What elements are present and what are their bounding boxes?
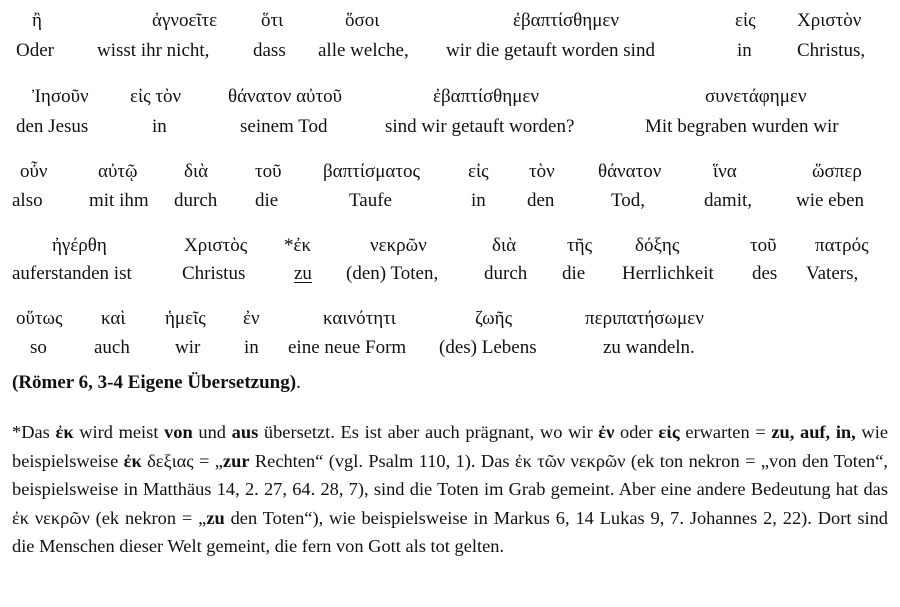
greek-word: ἠγέρθη <box>52 235 107 256</box>
source-caption-text: (Römer 6, 3-4 Eigene Übersetzung) <box>12 372 297 393</box>
footnote-paragraph <box>12 418 888 561</box>
german-word: dass <box>253 40 286 61</box>
greek-word: *ἐκ <box>284 235 312 256</box>
note-text: δεξιας = „ <box>141 450 223 471</box>
greek-word: νεκρῶν <box>370 235 427 256</box>
german-word: den <box>527 190 555 211</box>
greek-word: οὖν <box>20 161 48 182</box>
greek-word: θάνατον αὐτοῦ <box>228 86 342 107</box>
greek-word: τοῦ <box>255 161 282 182</box>
german-word: Vaters, <box>806 263 859 284</box>
greek-word: αὐτῷ <box>98 161 138 182</box>
greek-word: οὕτως <box>16 308 63 329</box>
german-word: damit, <box>704 190 753 211</box>
greek-word: θάνατον <box>598 161 662 182</box>
german-word: durch <box>484 263 528 284</box>
note-bold: εἰς <box>658 422 680 442</box>
greek-word: τῆς <box>567 235 593 256</box>
german-word: (den) Toten, <box>346 263 439 284</box>
greek-word: Χριστὸς <box>184 235 248 256</box>
greek-word: καινότητι <box>323 308 396 329</box>
greek-word: ἢ <box>32 10 42 31</box>
german-word: (des) Lebens <box>439 337 537 358</box>
german-word: wir <box>175 337 201 358</box>
german-word: Taufe <box>349 190 392 211</box>
german-word: in <box>471 190 486 211</box>
german-word: wisst ihr nicht, <box>97 40 210 61</box>
german-word: auferstanden ist <box>12 263 132 284</box>
greek-word: καὶ <box>101 308 126 329</box>
greek-word: ὥσπερ <box>812 161 862 182</box>
german-word: die <box>255 190 279 211</box>
note-bold: ἐκ <box>55 422 74 442</box>
german-word: Christus <box>182 263 246 284</box>
german-word: Christus, <box>797 40 866 61</box>
greek-word: βαπτίσματος <box>323 161 421 182</box>
greek-word: ὅσοι <box>345 10 380 31</box>
note-text: erwarten = <box>679 422 772 442</box>
note-text: *Das <box>12 422 56 442</box>
note-bold: ἐν <box>598 422 615 442</box>
german-word-underlined: zu <box>294 263 312 284</box>
note-text: wie beispielsweise <box>12 422 888 471</box>
note-bold: ἐκ <box>123 450 142 471</box>
greek-word: τοῦ <box>750 235 777 256</box>
german-word: seinem Tod <box>240 116 328 137</box>
german-word: in <box>244 337 259 358</box>
german-word: mit ihm <box>89 190 149 211</box>
german-word: in <box>152 116 167 137</box>
note-text: Rechten“ (vgl. Psalm 110, 1). Das ἐκ τῶν νεκρῶν (ek ton nekron = „von den Toten“, beispielsweise in Matthäus 14, 2. 27, 64. 28, 7), sind die Toten im Grab gemeint. Aber eine andere Bedeutung hat das ἐκ νεκρῶν (ek nekron = „ <box>12 450 888 528</box>
german-word: auch <box>94 337 130 358</box>
greek-word: ἀγνοεῖτε <box>152 10 218 31</box>
german-word: Herrlichkeit <box>622 263 714 284</box>
german-word: alle welche, <box>318 40 409 61</box>
note-text: übersetzt. Es ist aber auch prägnant, wo wir <box>258 422 599 442</box>
note-bold: aus <box>231 422 259 442</box>
note-text: oder <box>614 422 659 442</box>
note-text: den Toten“), wie beispielsweise in Markus 6, 14 Lukas 9, 7. Johannes 2, 22). Dort sind die Menschen dieser Welt gemeint, die fern von Gott als tot gelten. <box>12 507 888 556</box>
german-word: zu wandeln. <box>603 337 695 358</box>
note-text: wird meist <box>73 422 165 442</box>
greek-word: ἵνα <box>713 161 737 182</box>
german-word: in <box>737 40 752 61</box>
german-word: Tod, <box>611 190 646 211</box>
source-caption-period: . <box>296 372 301 393</box>
greek-word: εἰς <box>468 161 489 182</box>
greek-word: ἡμεῖς <box>165 308 206 329</box>
note-bold: zur <box>222 450 250 471</box>
greek-word: εἰς <box>735 10 756 31</box>
note-bold: zu, auf, in, <box>771 422 856 442</box>
greek-word: δόξης <box>635 235 680 256</box>
greek-word: ἐβαπτίσθημεν <box>433 86 539 107</box>
greek-word: Χριστὸν <box>797 10 862 31</box>
note-bold: zu <box>206 507 225 528</box>
greek-word: ἐβαπτίσθημεν <box>513 10 619 31</box>
german-word: also <box>12 190 43 211</box>
greek-word: Ἰησοῦν <box>32 86 89 107</box>
source-caption <box>12 372 301 394</box>
greek-word: περιπατήσωμεν <box>585 308 704 329</box>
greek-word: ὅτι <box>261 10 284 31</box>
greek-word: πατρός <box>815 235 869 256</box>
german-word: eine neue Form <box>288 337 407 358</box>
german-word: so <box>30 337 47 358</box>
greek-word: τὸν <box>529 161 555 182</box>
greek-word: διὰ <box>184 161 209 182</box>
greek-word: διὰ <box>492 235 517 256</box>
german-word: des <box>752 263 778 284</box>
german-word: die <box>562 263 586 284</box>
greek-word: συνετάφημεν <box>705 86 807 107</box>
greek-word: ζωῆς <box>475 308 513 329</box>
greek-word: ἐν <box>243 308 260 329</box>
german-word: wie eben <box>796 190 865 211</box>
german-word: durch <box>174 190 218 211</box>
german-word: wir die getauft worden sind <box>446 40 655 61</box>
greek-word: εἰς τὸν <box>130 86 182 107</box>
german-word: Mit begraben wurden wir <box>645 116 839 137</box>
note-text: und <box>192 422 232 442</box>
german-word: Oder <box>16 40 54 61</box>
german-word: sind wir getauft worden? <box>385 116 575 137</box>
note-bold: von <box>164 422 193 442</box>
german-word: den Jesus <box>16 116 89 137</box>
